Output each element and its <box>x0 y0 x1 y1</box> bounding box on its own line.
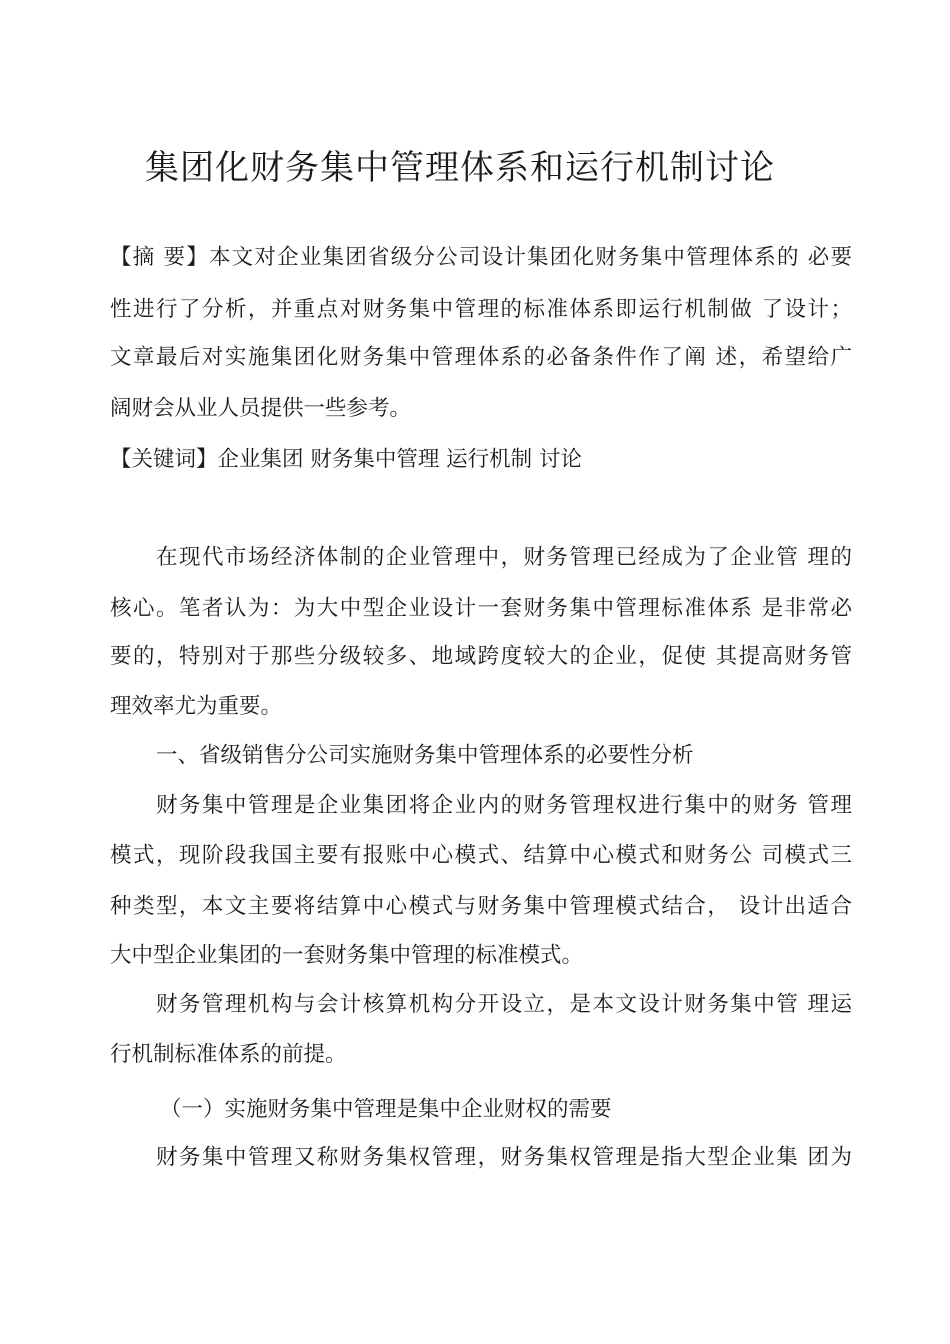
abstract-line: 【摘 要】本文对企业集团省级分公司设计集团化财务集中管理体系的 必要 <box>110 245 852 270</box>
intro-line: 理效率尤为重要。 <box>110 694 283 719</box>
paragraph-line: 财务集中管理是企业集团将企业内的财务管理权进行集中的财务 管理 <box>156 793 852 818</box>
intro-line: 要的，特别对于那些分级较多、地域跨度较大的企业，促使 其提高财务管 <box>110 644 852 669</box>
document-title: 集团化财务集中管理体系和运行机制讨论 <box>145 148 775 188</box>
keywords: 【关键词】企业集团 财务集中管理 运行机制 讨论 <box>110 447 583 472</box>
paragraph-line: 财务集中管理又称财务集权管理，财务集权管理是指大型企业集 团为 <box>156 1145 852 1170</box>
paragraph-line: 财务管理机构与会计核算机构分开设立，是本文设计财务集中管 理运 <box>156 992 852 1017</box>
intro-line: 在现代市场经济体制的企业管理中，财务管理已经成为了企业管 理的 <box>156 545 852 570</box>
intro-line: 核心。笔者认为：为大中型企业设计一套财务集中管理标准体系 是非常必 <box>110 596 852 621</box>
paragraph-line: 行机制标准体系的前提。 <box>110 1042 347 1067</box>
paragraph-line: 模式，现阶段我国主要有报账中心模式、结算中心模式和财务公 司模式三 <box>110 843 852 868</box>
section-heading: 一、省级销售分公司实施财务集中管理体系的必要性分析 <box>156 743 694 768</box>
paragraph-line: 种类型，本文主要将结算中心模式与财务集中管理模式结合， 设计出适合 <box>110 894 852 919</box>
paragraph-line: 大中型企业集团的一套财务集中管理的标准模式。 <box>110 943 584 968</box>
abstract-line: 阔财会从业人员提供一些参考。 <box>110 396 412 421</box>
abstract-line: 文章最后对实施集团化财务集中管理体系的必备条件作了阐 述，希望给广 <box>110 345 852 370</box>
abstract-line: 性进行了分析，并重点对财务集中管理的标准体系即运行机制做 了设计； <box>110 297 852 322</box>
subsection-heading: （一）实施财务集中管理是集中企业财权的需要 <box>160 1097 612 1122</box>
